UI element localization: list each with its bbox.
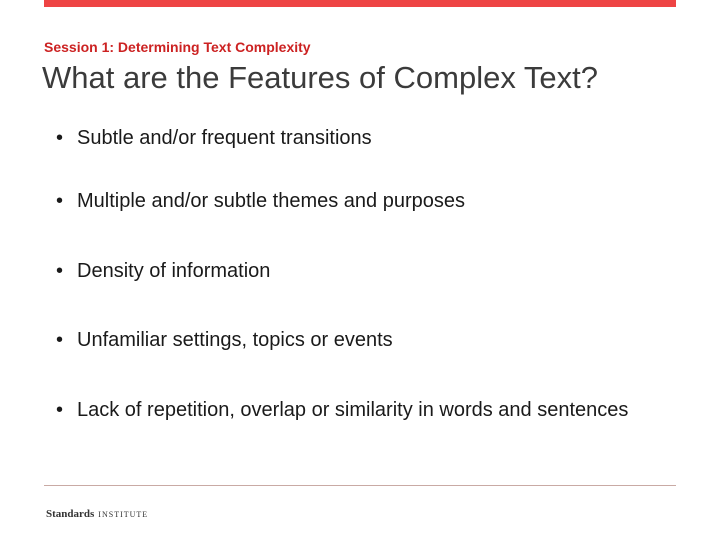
- top-accent-bar: [44, 0, 676, 7]
- bullet-marker: •: [56, 399, 64, 421]
- bullet-marker: •: [56, 329, 64, 351]
- bullet-text: Unfamiliar settings, topics or events: [77, 329, 393, 351]
- standards-institute-logo: [46, 504, 148, 522]
- bullet-marker: •: [56, 260, 64, 282]
- footer-divider: [44, 485, 676, 486]
- bullet-item: [56, 326, 636, 355]
- bullet-text: Lack of repetition, overlap or similarity in words and sentences: [77, 399, 629, 421]
- logo-text-strong: Standards: [46, 508, 95, 520]
- bullet-text: Density of information: [77, 260, 271, 282]
- bullet-marker: •: [56, 127, 64, 149]
- slide-title: What are the Features of Complex Text?: [42, 60, 598, 95]
- bullet-item: [56, 187, 636, 216]
- logo-text-light: INSTITUTE: [98, 510, 149, 519]
- bullet-item: [56, 396, 636, 425]
- bullet-item: [56, 124, 636, 153]
- session-label: Session 1: Determining Text Complexity: [44, 39, 311, 55]
- bullet-text: Multiple and/or subtle themes and purposes: [77, 190, 466, 212]
- bullet-marker: •: [56, 190, 64, 212]
- bullet-item: [56, 257, 636, 286]
- bullet-text: Subtle and/or frequent transitions: [77, 127, 372, 149]
